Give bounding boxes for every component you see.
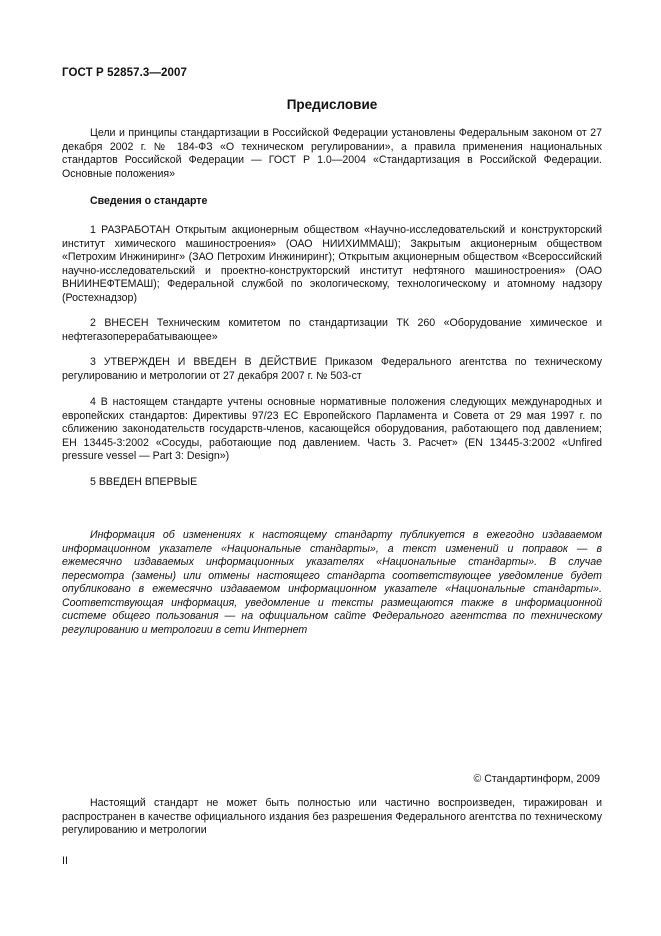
update-notice: Информация об изменениях к настоящему стандарту публикуется в ежегодно издаваемом информационном указателе «Национальные стандарты», а текст изменений и поправок — в ежемесячно издаваемых информационных указателях «Национальные стандарты». В случае пересмотра (замены) или отмены настоящего стандарта соответствующее уведомление будет опубликовано в ежемесячно издаваемом информационном указателе «Национальные стандарты». Соответствующая информация, уведомление и тексты размещаются также в информационной системе общего пользования — на официальном сайте Федерального агентства по техническому регулированию и метрологии в сети Интернет (62, 529, 602, 636)
info-item-4: 4 В настоящем стандарте учтены основные нормативные положения следующих международных и европейских стандартов: Директивы 97/23 ЕС Европейского Парламента и Совета от 29 мая 1997 г. по сближению законодательств государств-членов, касающейся оборудования, работающего под давлением; ЕН 13445-3:2002 «Сосуды, работающие под давлением. Часть 3. Расчет» (EN 13445-3:2002 «Unfired pressure vessel — Part 3: Design») (62, 396, 602, 462)
info-item-1: 1 РАЗРАБОТАН Открытым акционерным обществом «Научно-исследовательский и конструкторский институт химического машиностроения» (ОАО НИИХИММАШ); Закрытым акционерным обществом «Петрохим Инжиниринг» (ЗАО Петрохим Инжиниринг); Открытым акционерным обществом «Всероссийский научно-исследовательский и проектно-конструкторский институт нефтяного машиностроения» (ОАО ВНИИНЕФТЕМАШ); Федеральной службой по экологическому, технологическому и атомному надзору (Ростехнадзор) (62, 224, 602, 304)
page-title: Предисловие (286, 97, 378, 112)
legal-notice: Настоящий стандарт не может быть полностью или частично воспроизведен, тиражирован и распространен в качестве официального издания без разрешения Федерального агентства по техническому регулированию и метрологии (62, 797, 602, 836)
intro-paragraph: Цели и принципы стандартизации в Российской Федерации установлены Федеральным законом от 27 декабря 2002 г. № 184-ФЗ «О техническом регулировании», а правила применения национальных стандартов Российской Федерации — ГОСТ Р 1.0—2004 «Стандартизация в Российской Федерации. Основные положения» (62, 127, 602, 180)
info-item-2: 2 ВНЕСЕН Техническим комитетом по стандартизации ТК 260 «Оборудование химическое и нефтегазоперерабатывающее» (62, 317, 602, 343)
info-item-5: 5 ВВЕДЕН ВПЕРВЫЕ (90, 476, 198, 488)
info-heading: Сведения о стандарте (90, 195, 208, 207)
copyright: © Стандартинформ, 2009 (473, 773, 600, 785)
page-number: II (62, 855, 68, 867)
document-code: ГОСТ Р 52857.3—2007 (62, 67, 187, 79)
info-item-3: 3 УТВЕРЖДЕН И ВВЕДЕН В ДЕЙСТВИЕ Приказом Федерального агентства по техническому регулированию и метрологии от 27 декабря 2007 г. № 503-ст (62, 356, 602, 382)
